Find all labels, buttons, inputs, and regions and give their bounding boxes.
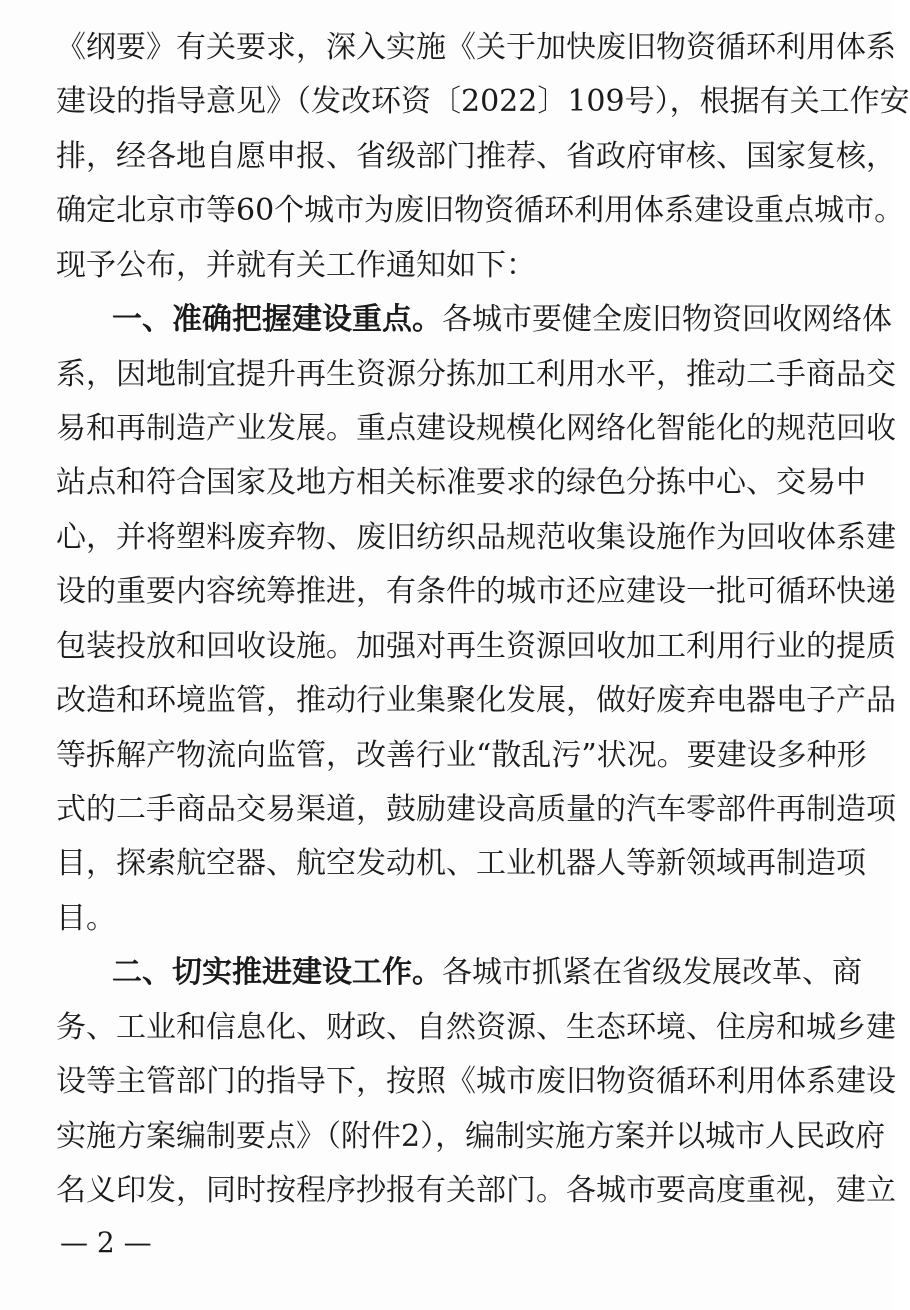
body-line — [56, 355, 896, 395]
body-line — [56, 572, 896, 612]
line-text: 包装投放和回收设施。加强对再生资源回收加工利用行业的提质 — [56, 629, 896, 664]
section-heading: 一、准确把握建设重点。 — [112, 302, 442, 337]
body-line — [56, 137, 896, 177]
line-text: 《纲要》有关要求，深入实施《关于加快废旧物资循环利用体系 — [56, 30, 896, 65]
line-text: 各城市抓紧在省级发展改革、商 — [442, 955, 862, 990]
line-text: 排，经各地自愿申报、省级部门推荐、省政府审核、国家复核， — [56, 139, 896, 174]
line-text: 系，因地制宜提升再生资源分拣加工利用水平，推动二手商品交 — [56, 357, 896, 392]
line-text: 建设的指导意见》（发改环资〔2022〕109号），根据有关工作安 — [56, 84, 910, 119]
line-text: 设的重要内容统筹推进，有条件的城市还应建设一批可循环快递 — [56, 574, 896, 609]
body-line — [56, 82, 910, 122]
body-line — [56, 1062, 896, 1102]
body-line — [56, 790, 896, 830]
body-line — [56, 899, 836, 939]
line-text: 目，探索航空器、航空发动机、工业机器人等新领域再制造项 — [56, 846, 866, 881]
line-text: 现予公布，并就有关工作通知如下： — [56, 248, 536, 283]
body-line — [56, 1171, 896, 1211]
line-text: 式的二手商品交易渠道，鼓励建设高质量的汽车零部件再制造项 — [56, 792, 896, 827]
line-text: 实施方案编制要点》（附件2），编制实施方案并以城市人民政府 — [56, 1119, 886, 1154]
body-line — [56, 844, 866, 884]
section-heading-line — [112, 300, 892, 340]
body-line — [56, 1008, 896, 1048]
body-line — [56, 246, 836, 286]
section-heading-line — [112, 953, 862, 993]
line-text: 目。 — [56, 901, 116, 936]
body-line — [56, 627, 896, 667]
line-text: 站点和符合国家及地方相关标准要求的绿色分拣中心、交易中 — [56, 465, 866, 500]
body-line — [56, 463, 866, 503]
body-line — [56, 28, 896, 68]
line-text: 务、工业和信息化、财政、自然资源、生态环境、住房和城乡建 — [56, 1010, 896, 1045]
body-line — [56, 518, 896, 558]
line-text: 易和再制造产业发展。重点建设规模化网络化智能化的规范回收 — [56, 411, 896, 446]
line-text: 心，并将塑料废弃物、废旧纺织品规范收集设施作为回收体系建 — [56, 520, 896, 555]
body-line — [56, 409, 896, 449]
line-text: 名义印发，同时按程序抄报有关部门。各城市要高度重视，建立 — [56, 1173, 896, 1208]
body-line — [56, 736, 867, 776]
section-heading: 二、切实推进建设工作。 — [112, 955, 442, 990]
body-line — [56, 191, 905, 231]
body-line — [56, 681, 896, 721]
page-number: — 2 — — [60, 1226, 152, 1259]
line-text: 各城市要健全废旧物资回收网络体 — [442, 302, 892, 337]
line-text: 改造和环境监管，推动行业集聚化发展，做好废弃电器电子产品 — [56, 683, 896, 718]
body-line — [56, 1117, 886, 1157]
line-text: 等拆解产物流向监管，改善行业“散乱污”状况。要建设多种形 — [56, 738, 867, 773]
line-text: 设等主管部门的指导下，按照《城市废旧物资循环利用体系建设 — [56, 1064, 896, 1099]
line-text: 确定北京市等60个城市为废旧物资循环利用体系建设重点城市。 — [56, 193, 905, 228]
